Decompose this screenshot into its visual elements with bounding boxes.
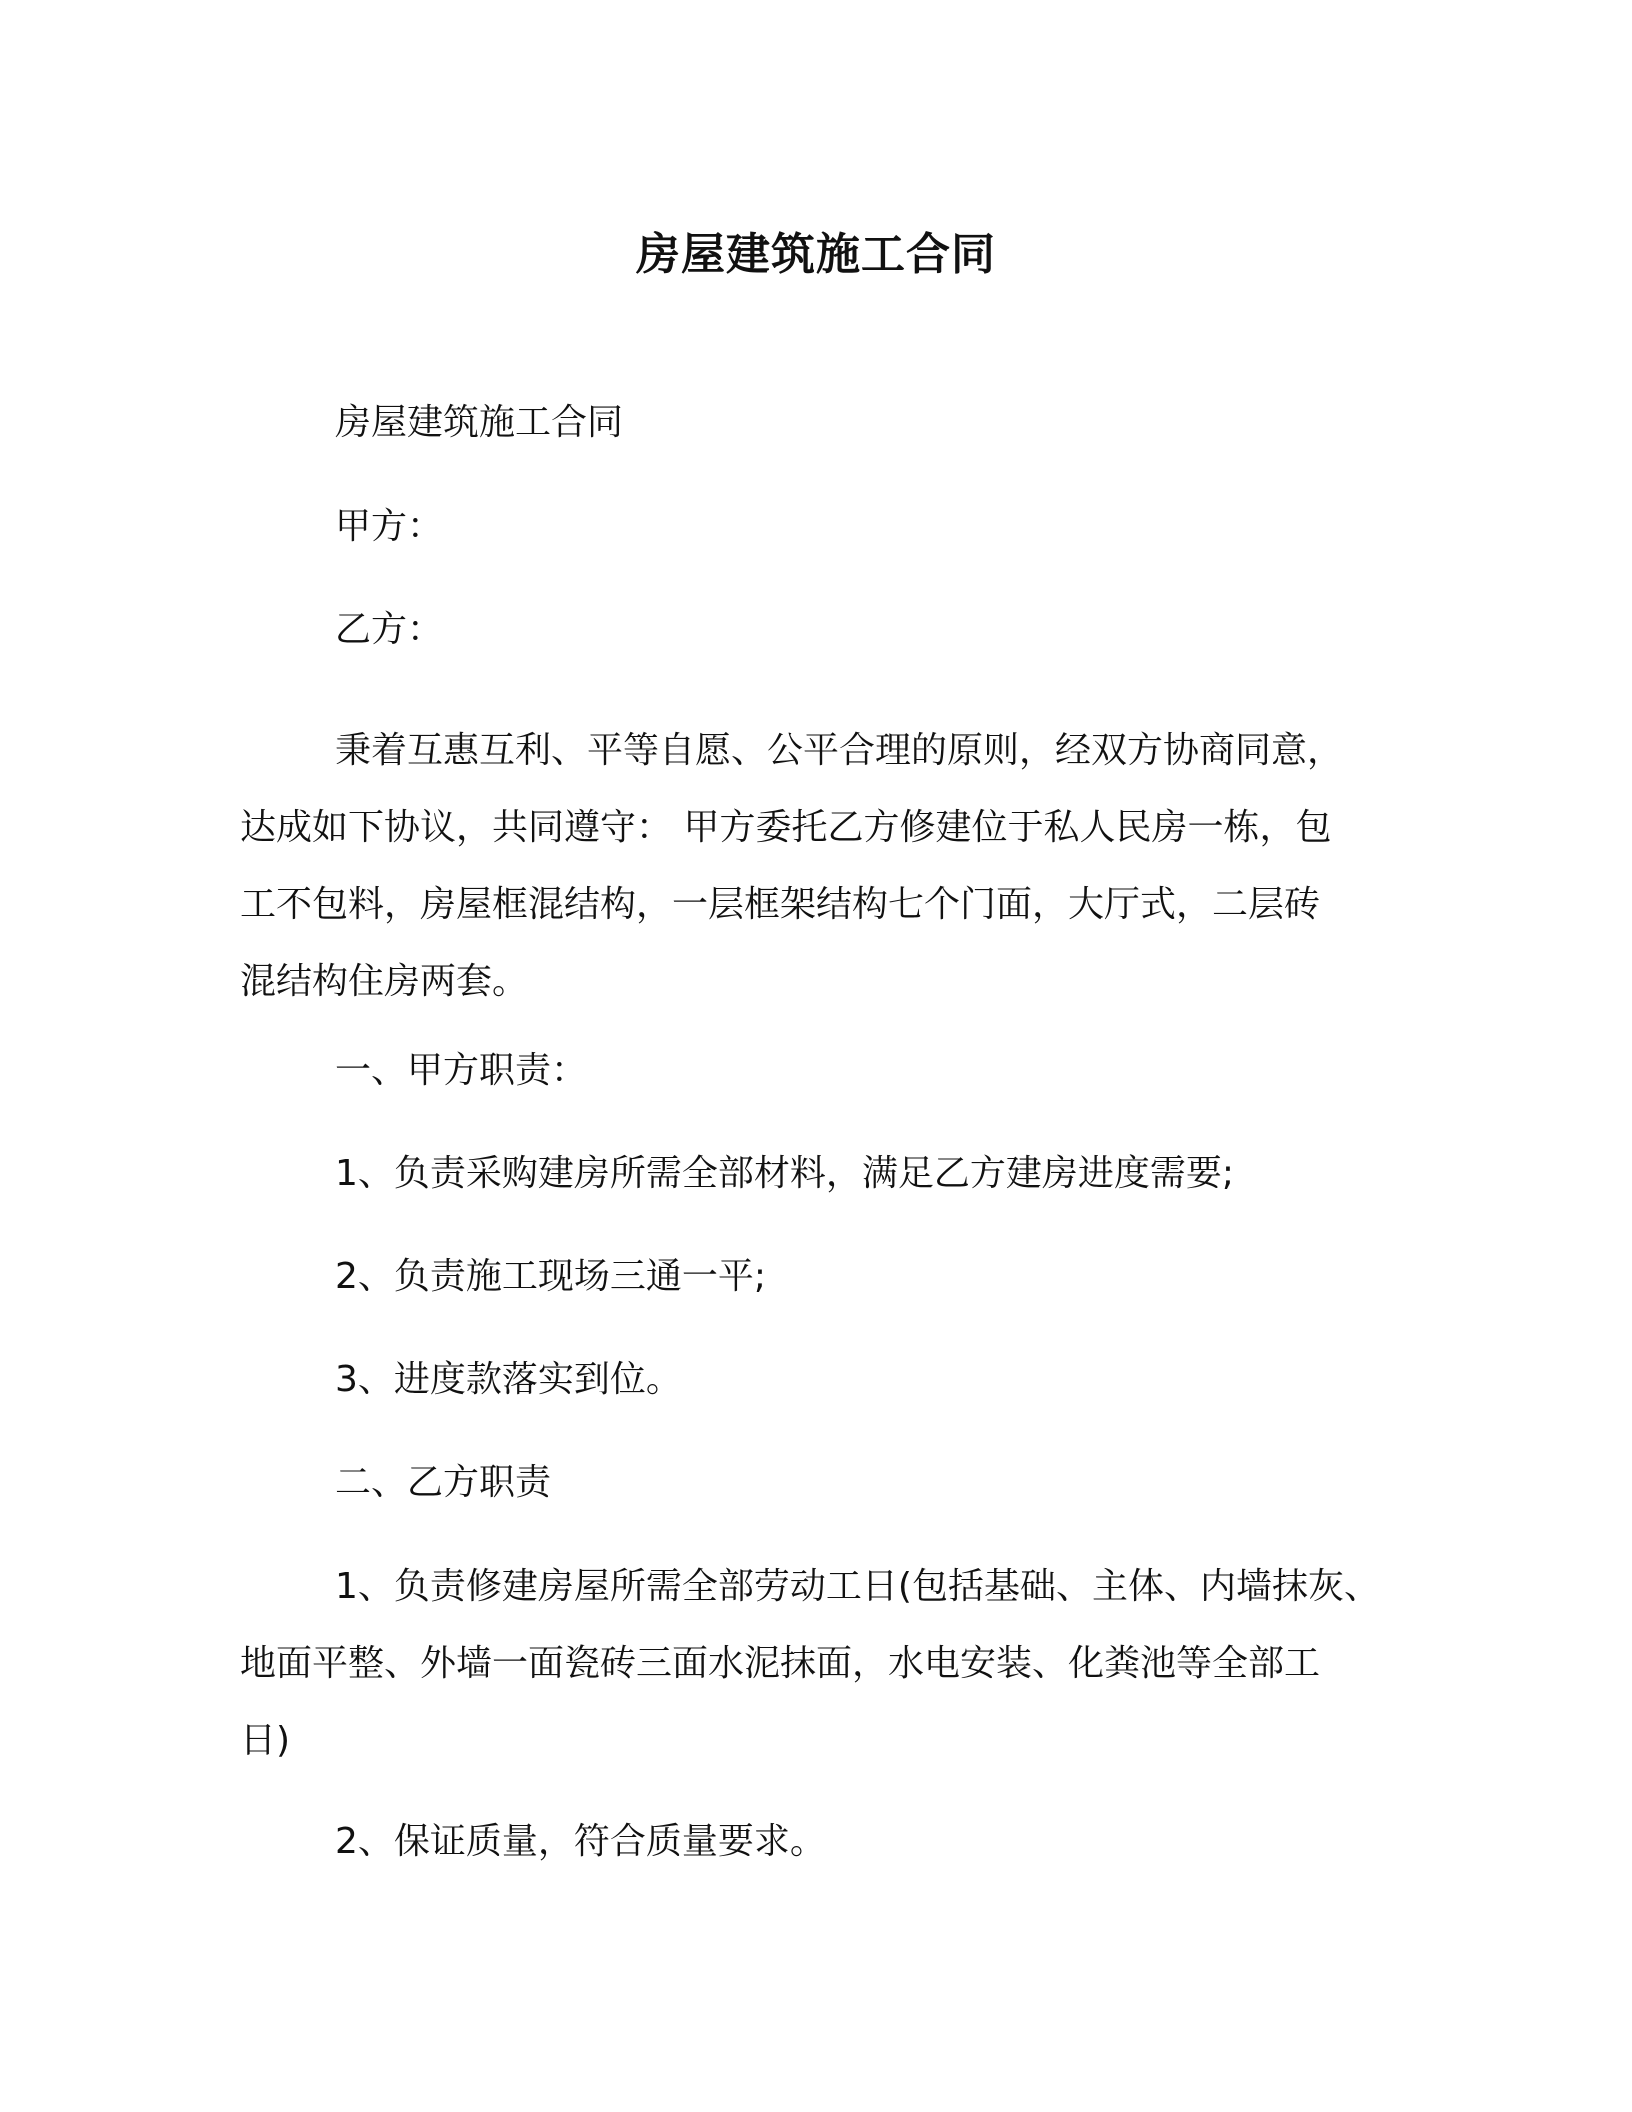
preamble-line: 混结构住房两套。	[240, 961, 529, 1002]
section1-heading: 一、甲方职责：	[335, 1050, 588, 1091]
section1-item: 2、负责施工现场三通一平;	[335, 1256, 767, 1297]
section2-item1-line: 地面平整、外墙一面瓷砖三面水泥抹面，水电安装、化粪池等全部工	[240, 1643, 1321, 1684]
preamble-line: 秉着互惠互利、平等自愿、公平合理的原则，经双方协商同意，	[335, 730, 1344, 771]
party-b-label: 乙方：	[335, 609, 444, 650]
preamble-paragraph	[240, 712, 1400, 1020]
document-title: 房屋建筑施工合同	[636, 229, 996, 280]
section1-item: 3、进度款落实到位。	[335, 1359, 682, 1400]
section2-item1-line: 1、负责修建房屋所需全部劳动工日(包括基础、主体、内墙抹灰、	[335, 1566, 1380, 1607]
section2-item2: 2、保证质量，符合质量要求。	[335, 1821, 826, 1862]
section2-item1-line: 日)	[240, 1720, 291, 1761]
section2-item1	[240, 1548, 1400, 1779]
contract-subtitle: 房屋建筑施工合同	[335, 402, 624, 443]
preamble-line: 工不包料，房屋框混结构，一层框架结构七个门面，大厅式，二层砖	[240, 884, 1321, 925]
party-a-label: 甲方：	[335, 506, 444, 547]
section2-heading: 二、乙方职责	[335, 1462, 552, 1503]
preamble-line: 达成如下协议，共同遵守： 甲方委托乙方修建位于私人民房一栋，包	[240, 807, 1332, 848]
section1-item: 1、负责采购建房所需全部材料，满足乙方建房进度需要;	[335, 1153, 1235, 1194]
